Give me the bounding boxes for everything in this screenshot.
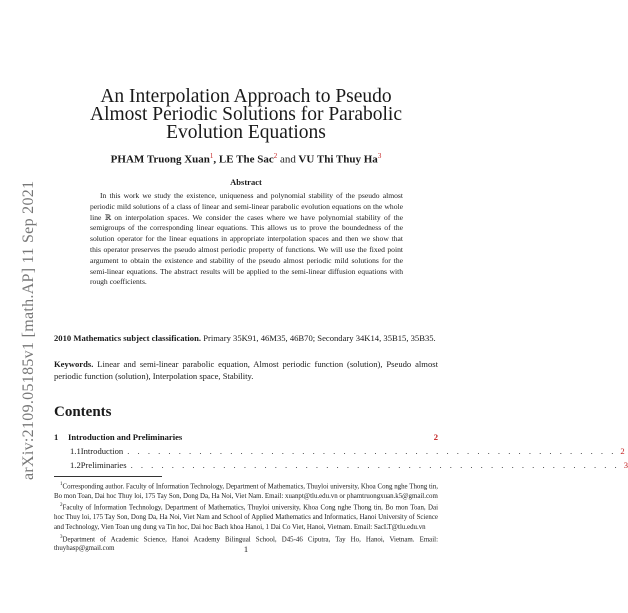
keywords-text: Linear and semi-linear parabolic equation, Almost periodic function (solution), Pseudo almost periodic function (solution), Interpolation space, Stability.: [54, 359, 439, 381]
page-number: 1: [243, 544, 249, 554]
msc-codes: Primary 35K91, 46M35, 46B70; Secondary 34K14, 35B15, 35B35.: [203, 333, 436, 343]
author-list: [54, 152, 438, 166]
abstract-text: In this work we study the existence, uniqueness and polynomial stability of the pseudo almost periodic mild solutions of a class of linear and semi-linear parabolic evolution equations on the whole line ℝ on interpolation spaces. We consider the cases where we have polynomial stability of the semigroups of the corresponding linear equations. This allows us to prove the boundedness of the solution operator for the linear equations in appropriate interpolation spaces and then we show that this operator preserves the pseudo almost periodic property of functions. We will use the fixed point argument to obtain the existence and stability of the pseudo almost periodic mild solutions for the semi-linear equations. The abstract results will be applied to the semi-linear diffusion equations with rough coefficients.: [90, 191, 403, 287]
toc-entry[interactable]: [54, 444, 625, 458]
keywords-label: Keywords.: [54, 359, 94, 369]
author-name: LE The Sac: [218, 153, 274, 166]
author-name: PHAM Truong Xuan: [110, 153, 210, 166]
table-of-contents: [54, 430, 628, 472]
footnote: [54, 480, 438, 501]
toc-number: 1.1: [70, 446, 81, 456]
footnote-text: Department of Academic Science, Hanoi Academy Bilingual School, D45-46 Ciputra, Tay Ho, Hanoi, Vietnam. Email: thuyhasp@gmail.com: [54, 535, 438, 553]
toc-page-link[interactable]: 2: [433, 432, 438, 442]
footnote: [54, 501, 438, 532]
footnote-mark: 2: [60, 503, 63, 509]
toc-page-link[interactable]: 2: [620, 446, 625, 456]
toc-entry[interactable]: [54, 458, 628, 472]
toc-title: Introduction: [80, 446, 124, 456]
arxiv-identifier: arXiv:2109.05185v1 [math.AP] 11 Sep 2021: [20, 180, 37, 480]
footnote-link[interactable]: 2: [273, 152, 278, 160]
msc-classification: [54, 332, 438, 344]
title-line: Evolution Equations: [166, 122, 326, 143]
footnote-mark: 1: [60, 482, 63, 487]
toc-page-link[interactable]: 3: [623, 460, 628, 470]
footnote-link[interactable]: 1: [209, 152, 214, 160]
author-conjunction: and: [279, 153, 296, 166]
author-name: VU Thi Thuy Ha: [298, 153, 378, 166]
footnote-link[interactable]: 3: [377, 152, 382, 160]
footnotes: [54, 480, 438, 554]
title-line: An Interpolation Approach to Pseudo: [100, 86, 392, 107]
footnote-text: Corresponding author. Faculty of Information Technology, Department of Mathematics, Thuyloi university, Khoa Cong nghe Thong tin, Bo mon Toan, Dai hoc Thuy loi, 175 Tay Son, Dong Da, Ha Noi, Viet Nam. Email: xuanpt@tlu.edu.vn or phamtruongxuan.k5@gmail.com: [54, 483, 438, 500]
toc-leader: . . . . . . . . . . . . . . . . . . . . . . . . . . . . . . . . . . . . . . . . . . . . . . . .: [127, 446, 617, 456]
toc-title: Introduction and Preliminaries: [68, 432, 183, 442]
abstract-heading: Abstract: [230, 177, 262, 187]
author-separator: ,: [213, 153, 217, 166]
contents-heading: Contents: [54, 404, 112, 420]
footnote-rule: [54, 476, 162, 477]
title-line: Almost Periodic Solutions for Parabolic: [90, 104, 402, 125]
paper-title: [54, 88, 438, 142]
keywords: [54, 358, 438, 382]
footnote-text: Faculty of Information Technology, Department of Mathematics, Thuyloi university, Khoa Cong nghe Thong tin, Bo mon Toan, Dai hoc Thuy loi, 175 Tay Son, Dong Da, Ha Noi, Viet Nam and School of Applied Mathematics and Informatics, Hanoi University of Science and Technology, Vien Toan ung dung va Tin hoc, Dai hoc Bach khoa Hanoi, 1 Dai Co Viet, Hanoi, Vietnam. Email: SacLT@tlu.edu.vn: [54, 504, 438, 531]
toc-number: 1.2: [70, 460, 81, 470]
toc-entry[interactable]: [54, 430, 438, 444]
toc-leader: . . . . . . . . . . . . . . . . . . . . . . . . . . . . . . . . . . . . . . . . . . . . . . . .: [130, 460, 620, 470]
footnote-mark: 3: [60, 534, 63, 540]
msc-label: 2010 Mathematics subject classification.: [54, 333, 202, 343]
toc-number: 1: [54, 432, 59, 442]
toc-title: Preliminaries: [80, 460, 127, 470]
arxiv-sidebar: [8, 140, 37, 480]
